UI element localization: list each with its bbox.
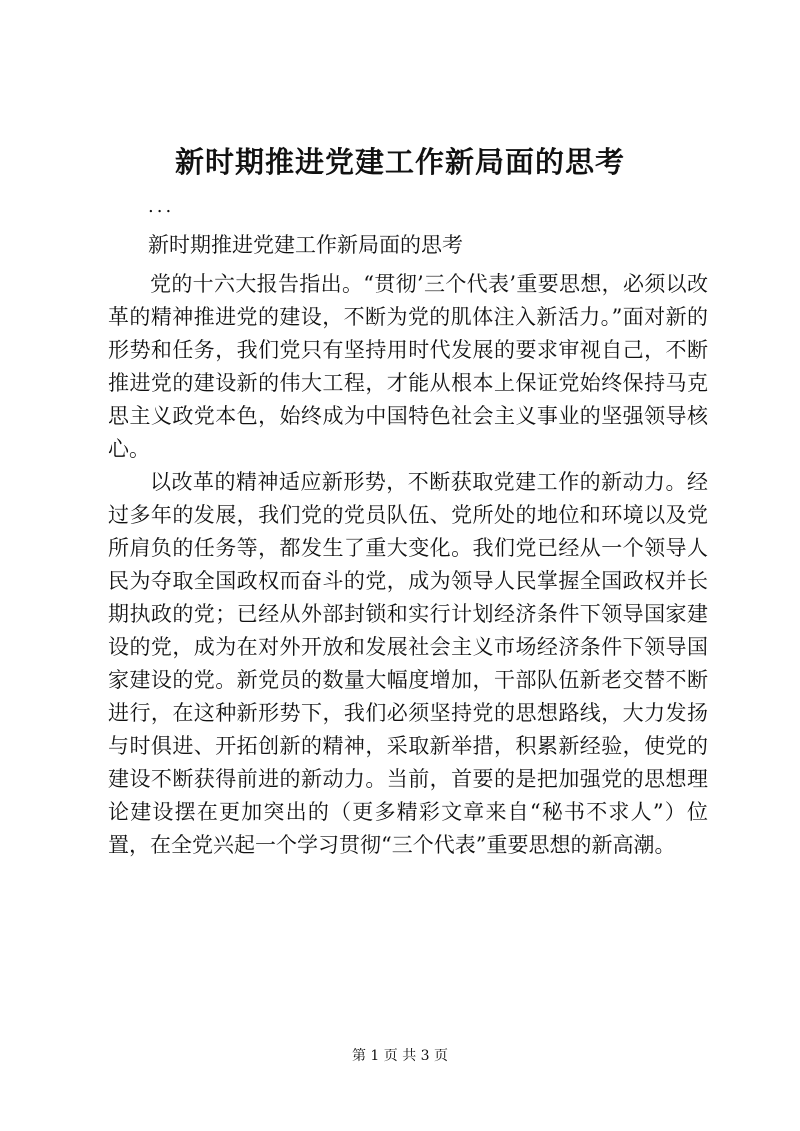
paragraph: 党的十六大报告指出。“贯彻’三个代表’重要思想，必须以改革的精神推进党的建设，不断为党的肌体注入新活力。”面对新的形势和任务，我们党只有坚持用时代发展的要求审视自己，不断推进党的建设新的伟大工程，才能从根本上保证党始终保持马克思主义政党本色，始终成为中国特色社会主义事业的坚强领导核心。 (108, 272, 708, 461)
document-title: 新时期推进党建工作新局面的思考 (174, 145, 625, 179)
document-subtitle: 新时期推进党建工作新局面的思考 (148, 233, 463, 257)
ellipsis-mark: ... (148, 196, 175, 217)
document-body (108, 268, 708, 862)
paragraph: 以改革的精神适应新形势，不断获取党建工作的新动力。经过多年的发展，我们党的党员队伍、党所处的地位和环境以及党所肩负的任务等，都发生了重大变化。我们党已经从一个领导人民为夺取全国政权而奋斗的党，成为领导人民掌握全国政权并长期执政的党；已经从外部封锁和实行计划经济条件下领导国家建设的党，成为在对外开放和发展社会主义市场经济条件下领导国家建设的党。新党员的数量大幅度增加，干部队伍新老交替不断进行，在这种新形势下，我们必须坚持党的思想路线，大力发扬与时俱进、开拓创新的精神，采取新举措，积累新经验，使党的建设不断获得前进的新动力。当前，首要的是把加强党的思想理论建设摆在更加突出的（更多精彩文章来自“秘书不求人”）位置，在全党兴起一个学习贯彻“三个代表”重要思想的新高潮。 (108, 470, 708, 857)
page-footer: 第 1 页 共 3 页 (351, 1048, 449, 1064)
